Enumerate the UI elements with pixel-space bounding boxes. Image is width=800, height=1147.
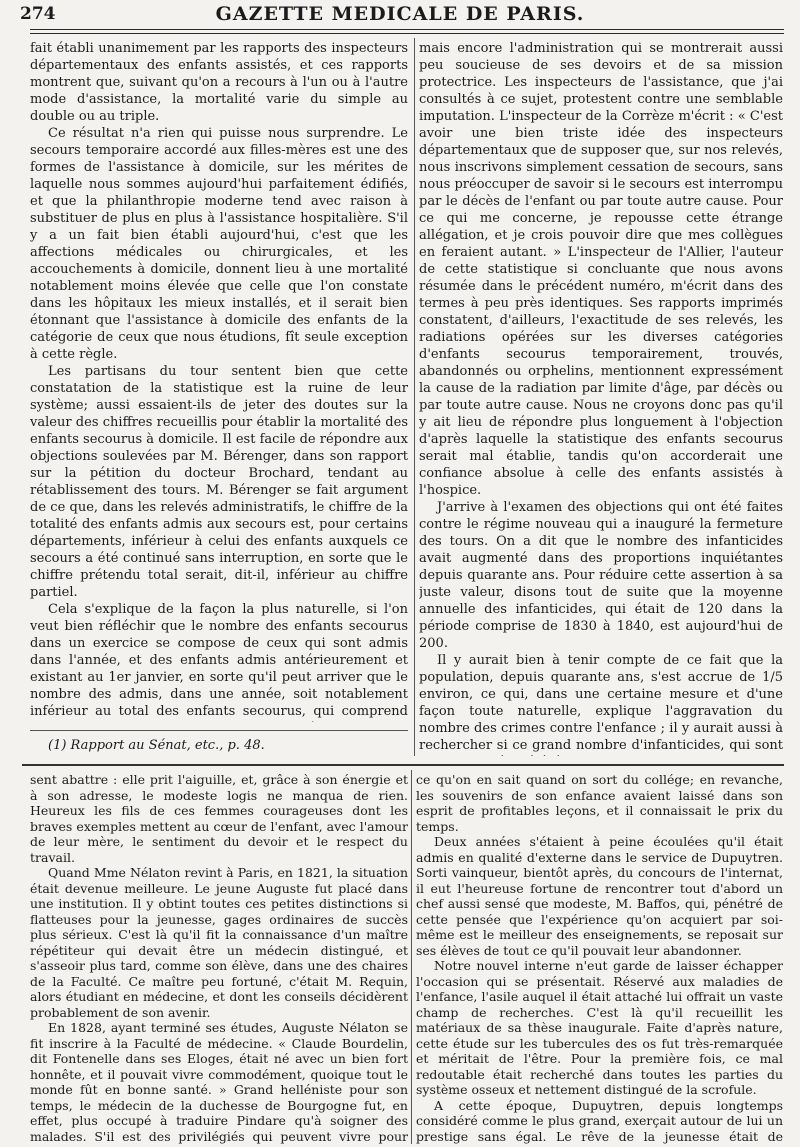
paragraph: En 1828, ayant terminé ses études, Auguste Nélaton se fit inscrire à la Faculté de médecine. « Claude Bourdelin, dit Fontenelle dans ses Eloges, était né avec un bien fort honnête, et il pouvait vivre commodément, quoique tout le monde fût en bonne santé. » Grand helléniste pour son temps, le médecin de la duchesse de Bourgogne fut, en effet, plus occupé à traduire Pindare qu'à soigner des malades. S'il est des privilégiés qui peuvent vivre pour: [30, 1020, 408, 1144]
paragraph: Quand Mme Nélaton revint à Paris, en 1821, la situation était devenue meilleure. Le jeune Auguste fut placé dans une institution. Il y obtint toutes ces petites distinctions si flatteuses pour la jeunesse, gages ordinaires de succès plus sérieux. C'est là qu'il fit la connaissance d'un maître répétiteur qui devait être un médecin distingué, et s'asseoir plus tard, comme son élève, dans une des chaires de la Faculté. Ce maître peu fortuné, c'était M. Requin, alors étudiant en médecine, et dont les conseils décidèrent probablement de son avenir.: [30, 865, 408, 1020]
footnote: (1) Rapport au Sénat, etc., p. 48.: [48, 738, 265, 753]
paragraph: Les partisans du tour sentent bien que cette constatation de la statistique est la ruine de leur système; aussi essaient-ils de jeter des doutes sur la valeur des chiffres recueillis pour établir la mortalité des enfants secourus à domicile. Il est facile de répondre aux objections soulevées par M. Bérenger, dans son rapport sur la pétition du docteur Brochard, tendant au rétablissement des tours. M. Bérenger se fait argument de ce que, dans les relevés administratifs, le chiffre de la totalité des enfants admis aux secours est, pour certains départements, inférieur à celui des enfants auxquels ce secours a été continué sans interruption, en sorte que le chiffre prétendu total serait, dit-il, inférieur au chiffre partiel.: [30, 364, 408, 600]
paragraph: Il y aurait bien à tenir compte de ce fait que la population, depuis quarante ans, s'est accrue de 1/5 environ, ce qui, dans une certaine mesure et d'une façon toute naturelle, explique l'aggravation du nombre des crimes contre l'enfance ; il y aurait aussi à rechercher si ce grand nombre d'infanticides, qui sont: [419, 653, 783, 753]
paragraph: fait établi unanimement par les rapports des inspecteurs départementaux des enfants assistés, et ces rapports montrent que, suivant qu'on a recours à l'un ou à l'autre mode d'assistance, la mortalité varie du simple au double ou au triple.: [30, 41, 408, 124]
paragraph: Cela s'explique de la façon la plus naturelle, si l'on veut bien réfléchir que le nombre des enfants secourus dans un exercice se compose de ceux qui sont admis dans l'année, et des enfants admis antérieurement et existant au 1er janvier, en sorte qu'il peut arriver que le nombre des admis, dans une année, soit notablement inférieur au total des enfants secourus, qui comprend: [30, 602, 408, 719]
paragraph: ce qu'on en sait quand on sort du collége; en revanche, les souvenirs de son enfance avaient laissé dans son esprit de profitables leçons, et il connaissait le prix du temps.: [416, 772, 783, 834]
paragraph: sent abattre : elle prit l'aiguille, et, grâce à son énergie et à son adresse, le modeste logis ne manqua de rien. Heureux les fils de ces femmes courageuses dont les braves exemples mettent au cœur de l'enfant, avec l'amour de leur mère, le sentiment du devoir et le respect du travail.: [30, 772, 408, 865]
header-rule-bottom: [30, 33, 784, 34]
page-number: 274: [20, 4, 56, 24]
paragraph: J'arrive à l'examen des objections qui ont été faites contre le régime nouveau qui a inauguré la fermeture des tours. On a dit que le nombre des infanticides avait augmenté dans des proportions inquiétantes depuis quarante ans. Pour réduire cette assertion à sa juste valeur, disons tout de suite que la moyenne annuelle des infanticides, qui était de 120 dans la période comprise de 1830 à 1840, est aujourd'hui de 200.: [419, 500, 783, 651]
paragraph: mais encore l'administration qui se montrerait aussi peu soucieuse de ses devoirs et de sa mission protectrice. Les inspecteurs de l'assistance, que j'ai consultés à ce sujet, protestent contre une semblable imputation. L'inspecteur de la Corrèze m'écrit : « C'est avoir une bien triste idée des inspecteurs départementaux que de supposer que, sur nos relevés, nous inscrivons simplement cessation de secours, sans nous préoccuper de savoir si le secours est interrompu par le décès de l'enfant ou par toute autre cause. Pour ce qui me concerne, je repousse cette étrange allégation, et je crois pouvoir dire que mes collègues en feraient autant. » L'inspecteur de l'Allier, l'auteur de cette statistique si concluante que nous avons résumée dans le précédent numéro, m'écrit dans des termes à peu près identiques. Ses rapports imprimés constatent, d'ailleurs, l'exactitude de ses relevés, les radiations opérées sur les diverses catégories d'enfants secourus temporairement, trouvés, abandonnés ou orphelins, mentionnent expressément la cause de la radiation par limite d'âge, par décès ou par toute autre cause. Nous ne croyons donc pas qu'il y ait lieu de répondre plus longuement à l'objection d'après laquelle la statistique des enfants secourus serait mal établie, tandis qu'on accorderait une confiance absolue à celle des enfants assistés à l'hospice.: [419, 41, 783, 498]
top-right-column: [419, 40, 783, 756]
page-header: [0, 0, 800, 30]
column-divider-bottom: [411, 770, 412, 1144]
paragraph: Notre nouvel interne n'eut garde de laisser échapper l'occasion qui se présentait. Réservé aux maladies de l'enfance, l'asile auquel il était attaché lui offrait un vaste champ de recherches. C'est là qu'il recueillit les matériaux de sa thèse inaugurale. Faite d'après nature, cette étude sur les tubercules des os fut très-remarquée et méritait de l'être. Pour la première fois, ce mal redoutable était recherché dans toutes les parties du système osseux et nettement distingué de la scrofule.: [416, 958, 783, 1097]
top-left-column: [30, 40, 408, 722]
header-rule-top: [30, 29, 784, 30]
footnote-rule: [30, 730, 408, 731]
paragraph: Ce résultat n'a rien qui puisse nous surprendre. Le secours temporaire accordé aux filles-mères est une des formes de l'assistance à domicile, sur les mérites de laquelle nous sommes aujourd'hui parfaitement édifiés, et que la philanthropie moderne tend avec raison à substituer de plus en plus à l'assistance hospitalière. S'il y a un fait bien établi aujourd'hui, c'est que les affections médicales ou chirurgicales, et les accouchements à domicile, donnent lieu à une mortalité notablement moins élevée que celle que l'on constate dans les hôpitaux les mieux installés, et il serait bien étonnant que l'assistance à domicile des enfants de la catégorie de ceux que nous étudions, fît seule exception à cette règle.: [30, 126, 408, 362]
journal-title: GAZETTE MEDICALE DE PARIS.: [215, 3, 585, 25]
paragraph: Deux années s'étaient à peine écoulées qu'il était admis en qualité d'externe dans le service de Dupuytren. Sorti vainqueur, bientôt après, du concours de l'internat, il eut l'heureuse fortune de rencontrer tout d'abord un chef aussi sensé que modeste, M. Baffos, qui, pénétré de cette pensée que l'expérience qu'on acquiert par soi-même est le meilleur des enseignements, se reposait sur ses élèves de tout ce qu'il pouvait leur abandonner.: [416, 834, 783, 958]
section-separator: [22, 764, 784, 766]
bottom-right-column: [416, 772, 783, 1144]
bottom-left-column: [30, 772, 408, 1144]
column-divider-top: [414, 38, 415, 756]
paragraph: A cette époque, Dupuytren, depuis longtemps considéré comme le plus grand, exerçait autour de lui un prestige sans égal. Le rêve de la jeunesse était de: [416, 1097, 783, 1144]
